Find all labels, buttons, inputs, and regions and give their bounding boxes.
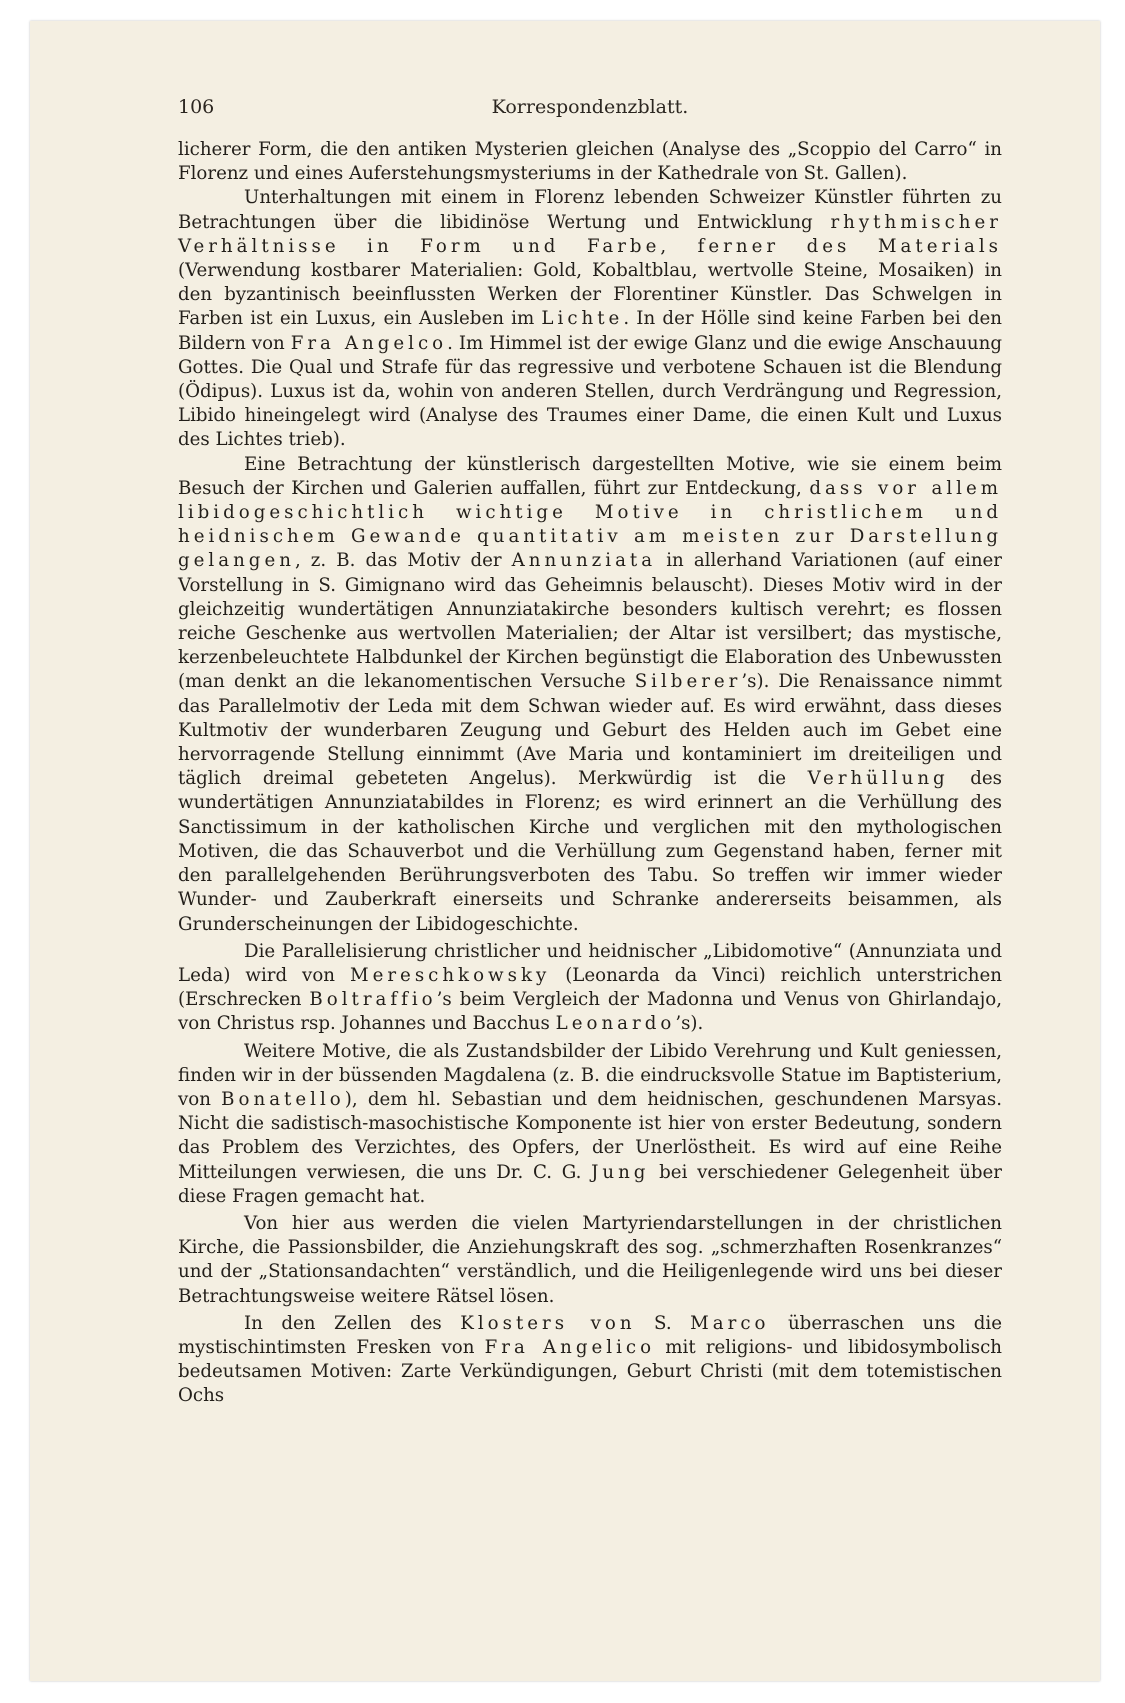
text-run: in allerhand Variationen (auf einer Vorstellung in S. Gimignano wird das Geheimnis belauscht). Dieses Motiv wird in der gleichzeitig wundertätigen Annunziatakirche besonders kultisch verehrt; es flossen reiche Geschenke aus wertvollen Materialien; der Altar ist versilbert; das mystische, kerzenbeleuchtete Halbdunkel der Kirchen begünstigt die Elaboration des Unbewussten (man denkt an die lekanomentischen Versuche <box>178 550 1002 693</box>
text-run: S. <box>635 1312 691 1334</box>
text-run: . In der Hölle sind keine Farben bei den Bildern von <box>178 308 1002 354</box>
text-run: ’s). Die Renaissance nimmt das Parallelmotiv der Leda mit dem Schwan wieder auf. Es wird erwähnt, dass dieses Kultmotiv der wunderbaren Zeugung und Geburt des Helden auch im Gebet eine hervorragende Stellung einnimmt (Ave Maria und kontaminiert im dreiteiligen und täglich dreimal gebeteten Angelus). Merkwürdig ist die <box>178 671 1002 790</box>
text-run: überraschen uns die mystischintimsten Fresken von <box>178 1312 1003 1358</box>
text-run: , z. B. das Motiv der <box>294 550 512 572</box>
text-run: ’s). <box>675 1013 704 1035</box>
emphasized-text: Leonardo <box>555 1013 676 1035</box>
paragraph <box>178 453 1002 937</box>
text-run: ), dem hl. Sebastian und dem heidnischen, geschundenen Marsyas. Nicht die sadistisch-masochistische Komponente ist hier von erster Bedeutung, sondern das Problem des Verzichtes, des Opfers, der Unerlöstheit. Es wird auf eine Reihe Mitteilungen verwiesen, die uns Dr. C. G. <box>178 1088 1002 1183</box>
text-run: ’s beim Vergleich der Madonna und Venus von Ghirlandajo, von Christus rsp. Johannes und Bacchus <box>178 989 1002 1035</box>
emphasized-text: Klosters von <box>460 1312 636 1334</box>
text-run: (Leonarda da Vinci) reichlich unterstrichen (Erschrecken <box>178 964 1002 1011</box>
running-title: Korrespondenzblatt. <box>491 96 689 118</box>
emphasized-text: Bonatello <box>221 1088 345 1110</box>
text-run: mit religions- und libidosymbolisch bedeutsamen Motiven: Zarte Verkündigungen, Geburt Christi (mit dem totemistischen Ochs <box>178 1336 1002 1407</box>
emphasized-text: dass vor allem libidogeschichtlich wichtige Motive in christlichem und heidnischem Gewande quantitativ am meisten zur Darstellung gelangen <box>178 477 1002 572</box>
paragraph <box>178 940 1002 1037</box>
emphasized-text: Verhüllung <box>807 768 949 790</box>
paragraph <box>178 138 1002 186</box>
page-header <box>178 96 1002 126</box>
emphasized-text: Marco <box>690 1312 770 1334</box>
emphasized-text: Jung <box>591 1161 650 1183</box>
emphasized-text: Lichte <box>541 308 624 330</box>
text-run: In den Zellen des <box>244 1312 461 1334</box>
emphasized-text: Boltraffio <box>309 989 437 1011</box>
emphasized-text: rhythmischer Verhältnisse in Form und Farbe, ferner des Materials <box>178 211 1002 257</box>
text-run: Die Parallelisierung christlicher und heidnischer „Libidomotive“ (Annunziata und Leda) wird von <box>178 940 1002 986</box>
paragraph <box>178 1040 1002 1209</box>
emphasized-text: Fra Angelico <box>484 1336 656 1358</box>
text-run: (Verwendung kostbarer Materialien: Gold, Kobaltblau, wertvolle Steine, Mosaiken) in den byzantinisch beeinflussten Werken der Florentiner Künstler. Das Schwelgen in Farben ist ein Luxus, ein Ausleben im <box>178 260 1002 330</box>
text-run: licherer Form, die den antiken Mysterien gleichen (Analyse des „Scoppio del Carro“ in Florenz und eines Auferstehungsmysteriums in der Kathedrale von St. Gallen). <box>178 139 1002 185</box>
text-run: Unterhaltungen mit einem in Florenz lebenden Schweizer Künstler führten zu Betrachtungen über die libidinöse Wertung und Entwicklung <box>178 187 1002 233</box>
text-run: Eine Betrachtung der künstlerisch dargestellten Motive, wie sie einem beim Besuch der Kirchen und Galerien auffallen, führt zur Entdeckung, <box>178 453 1002 499</box>
emphasized-text: Silberer <box>634 671 742 693</box>
emphasized-text: Annunziata <box>511 550 657 572</box>
paragraph <box>178 1212 1002 1309</box>
text-run: Von hier aus werden die vielen Martyriendarstellungen in der christlichen Kirche, die Passionsbilder, die Anziehungskraft des sog. „schmerzhaften Rosenkranzes“ und der „Stationsandachten“ verständlich, und die Heiligenlegende wird uns bei dieser Betrachtungsweise weitere Rätsel lösen. <box>178 1212 1002 1307</box>
emphasized-text: Mereschkowsky <box>349 964 551 986</box>
article-body <box>178 138 1002 1409</box>
paragraph <box>178 186 1002 452</box>
text-run: . Im Himmel ist der ewige Glanz und die ewige Anschauung Gottes. Die Qual und Strafe für das regressive und verbotene Schauen ist die Blendung (Ödipus). Luxus ist da, wohin von anderen Stellen, durch Verdrängung und Regression, Libido hineingelegt wird (Analyse des Traumes einer Dame, die einen Kult und Luxus des Lichtes trieb). <box>178 332 1002 451</box>
text-run: des wundertätigen Annunziatabildes in Florenz; es wird erinnert an die Verhüllung des Sanctissimum in der katholischen Kirche und verglichen mit den mythologischen Motiven, die das Schauverbot und die Verhüllung zum Gegenstand haben, ferner mit den parallelgehenden Berührungsverboten des Tabu. So treffen wir immer wieder Wunder- und Zauberkraft einerseits und Schranke andererseits beisammen, als Grunderscheinungen der Libidogeschichte. <box>178 768 1002 935</box>
paragraph <box>178 1312 1002 1409</box>
text-run: bei verschiedener Gelegenheit über diese Fragen gemacht hat. <box>178 1161 1002 1207</box>
page-number: 106 <box>178 96 215 118</box>
emphasized-text: Fra Angelco <box>290 332 448 354</box>
text-run: Weitere Motive, die als Zustandsbilder der Libido Verehrung und Kult geniessen, finden wir in der büssenden Magdalena (z. B. die eindrucksvolle Statue im Baptisterium, von <box>178 1040 1002 1110</box>
